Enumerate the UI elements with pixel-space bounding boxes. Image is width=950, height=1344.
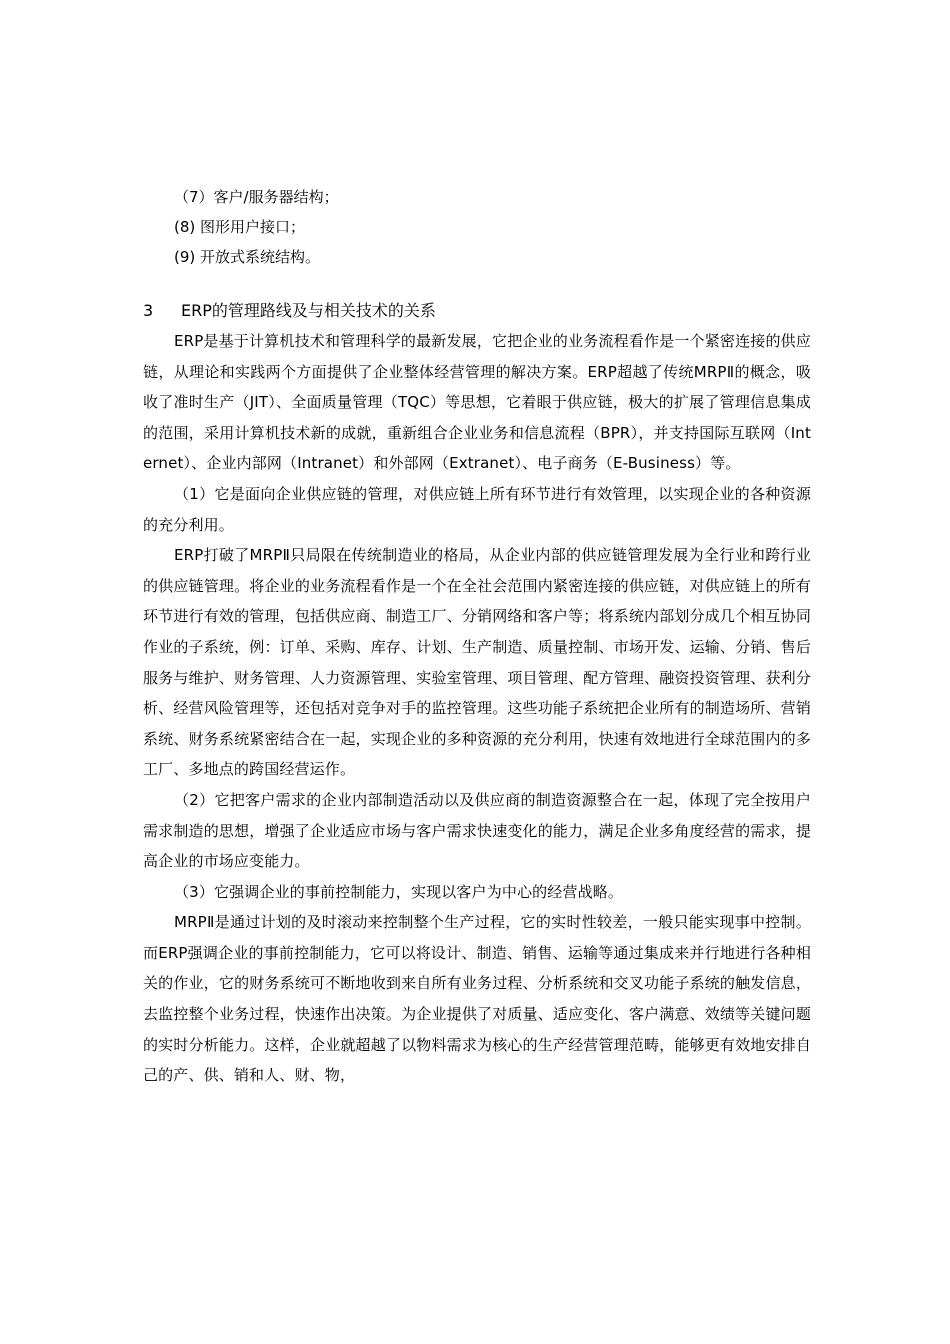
paragraph: （2）它把客户需求的企业内部制造活动以及供应商的制造资源整合在一起，体现了完全按用户需求制造的思想，增强了企业适应市场与客户需求快速变化的能力，满足企业多角度经营的需求，提高企业的市场应变能力。 bbox=[143, 790, 811, 871]
page-content bbox=[143, 182, 811, 1091]
paragraph: ERP打破了MRPⅡ只局限在传统制造业的格局，从企业内部的供应链管理发展为全行业和跨行业的供应链管理。将企业的业务流程看作是一个在全社会范围内紧密连接的供应链，对供应链上的所有环节进行有效的管理，包括供应商、制造工厂、分销网络和客户等；将系统内部划分成几个相互协同作业的子系统，例：订单、采购、库存、计划、生产制造、质量控制、市场开发、运输、分销、售后服务与维护、财务管理、人力资源管理、实验室管理、项目管理、配方管理、融资投资管理、获利分析、经营风险管理等，还包括对竞争对手的监控管理。这些功能子系统把企业所有的制造场所、营销系统、财务系统紧密结合在一起，实现企业的多种资源的充分利用，快速有效地进行全球范围内的多工厂、多地点的跨国经营运作。 bbox=[143, 546, 811, 779]
section-title: ERP的管理路线及与相关技术的关系 bbox=[181, 301, 436, 320]
list-item: (8) 图形用户接口； bbox=[174, 218, 306, 236]
paragraph: MRPⅡ是通过计划的及时滚动来控制整个生产过程，它的实时性较差，一般只能实现事中控制。而ERP强调企业的事前控制能力，它可以将设计、制造、销售、运输等通过集成来并行地进行各种相关的作业，它的财务系统可不断地收到来自所有业务过程、分析系统和交叉功能子系统的触发信息，去监控整个业务过程，快速作出决策。为企业提供了对质量、适应变化、客户满意、效绩等关键问题的实时分析能力。这样，企业就超越了以物料需求为核心的生产经营管理范畴，能够更有效地安排自己的产、供、销和人、财、物， bbox=[143, 913, 811, 1085]
paragraph: ERP是基于计算机技术和管理科学的最新发展，它把企业的业务流程看作是一个紧密连接的供应链，从理论和实践两个方面提供了企业整体经营管理的解决方案。ERP超越了传统MRPⅡ的概念，吸收了准时生产（JIT）、全面质量管理（TQC）等思想，它着眼于供应链，极大的扩展了管理信息集成的范围，采用计算机技术新的成就，重新组合企业业务和信息流程（BPR），并支持国际互联网（Internet）、企业内部网（Intranet）和外部网（Extranet）、电子商务（E-Business）等。 bbox=[143, 332, 811, 473]
paragraph: （3）它强调企业的事前控制能力，实现以客户为中心的经营战略。 bbox=[174, 882, 624, 901]
section-heading bbox=[143, 296, 811, 326]
section-number: 3 bbox=[143, 301, 154, 320]
list-item: （7）客户/服务器结构； bbox=[174, 188, 339, 206]
paragraph: （1）它是面向企业供应链的管理，对供应链上所有环节进行有效管理，以实现企业的各种资源的充分利用。 bbox=[143, 484, 811, 534]
list-item: (9) 开放式系统结构。 bbox=[174, 248, 321, 266]
